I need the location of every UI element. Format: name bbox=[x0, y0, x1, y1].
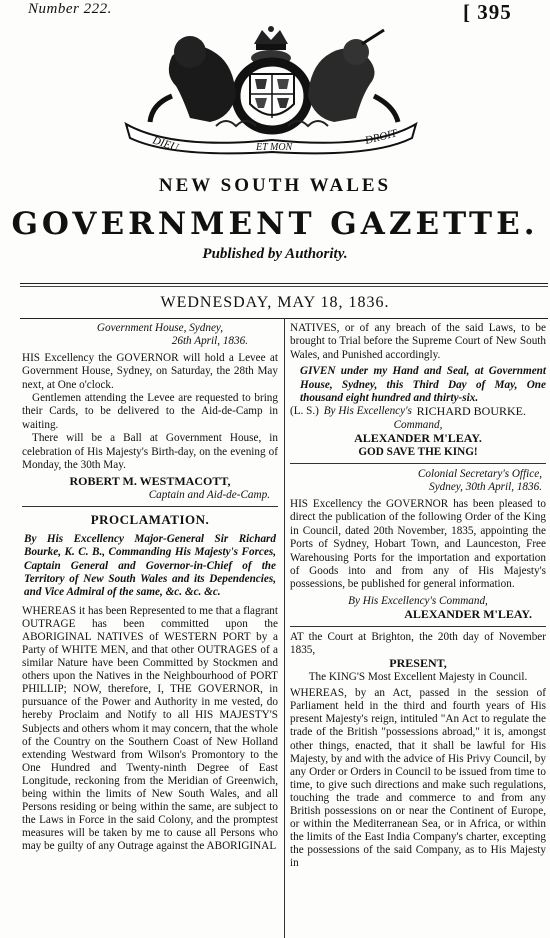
given-under-hand: GIVEN under my Hand and Seal, at Government House, Sydney, this Third Day of May, One thousand eight hundred and thirty-six. bbox=[300, 365, 546, 405]
issue-number: Number 222. bbox=[28, 1, 112, 17]
proclamation-by: By His Excellency Major-General Sir Richard Bourke, K. C. B., Commanding His Majesty's Forces, Captain General and Governor-in-Chief of the Territory of New South Wales and its Dependencies, and Vice Admiral of the same, &c. &c. &c. bbox=[24, 532, 276, 599]
governor-signature: RICHARD BOURKE. bbox=[416, 404, 526, 419]
masthead-rule bbox=[20, 283, 548, 284]
notice-paragraph-3: There will be a Ball at Government House, in celebration of His Majesty's Birth-day, on the evening of Monday, the 30th May. bbox=[22, 432, 278, 472]
secretary-signature: ALEXANDER M'LEAY. bbox=[354, 431, 482, 446]
proclamation-heading: PROCLAMATION. bbox=[90, 512, 210, 528]
notice2-date: Sydney, 30th April, 1836. bbox=[429, 481, 542, 494]
notice-paragraph-1: HIS Excellency the GOVERNOR will hold a Levee at Government House, Sydney, on Saturday, the 28th May next, at One o'clock. bbox=[22, 351, 278, 391]
right-column bbox=[290, 322, 546, 870]
god-save-the-king: GOD SAVE THE KING! bbox=[358, 445, 478, 458]
notice-place: Government House, Sydney, bbox=[96, 322, 224, 334]
proclamation bbox=[22, 513, 278, 853]
issue-date: WEDNESDAY, MAY 18, 1836. bbox=[160, 294, 390, 311]
section-rule bbox=[290, 626, 546, 627]
proclamation-continued: NATIVES, or of any breach of the said Laws, to be brought to Trial before the Supreme Court of New South Wales, and Punished accordingly. bbox=[290, 322, 546, 361]
by-command: By His Excellency's Command, bbox=[323, 405, 443, 431]
proclamation-body: WHEREAS it has been Represented to me that a flagrant OUTRAGE has been committed upon the ABORIGINAL NATIVES of WESTERN PORT by a Party of WHITE MEN, and that other OUTRAGES of a similar Nature have been Committed by Stockmen and others upon the Natives in the Neighbourhood of PORT PHILLIP; NOW, therefore, I, THE GOVERNOR, in pursuance of the Power and Authority in me vested, do hereby Proclaim and Notify to all HIS MAJESTY'S Subjects and others whom it may concern, that the whole of the Country on the Southern Coast of New Holland extending Westward from Wilson's Promontory to the One Hundred and Twenty-ninth Degree of East Longitude, reckoning from the Meridian of Greenwich, being within the limits of New South Wales, and all Persons residing or being within the same, are subject to the Laws in Force in the said Colony, and the promptest measures will be taken by me to cause all Persons who may be guilty of any Outrage against the ABORIGINAL bbox=[22, 604, 279, 853]
masthead-rule-thin bbox=[20, 286, 548, 287]
notice-signature-title: Captain and Aid-de-Camp. bbox=[148, 488, 270, 501]
svg-text:ET MON: ET MON bbox=[256, 142, 293, 153]
order-in-council bbox=[290, 631, 546, 871]
notice-date: 26th April, 1836. bbox=[171, 335, 248, 348]
left-column bbox=[22, 322, 278, 854]
column-divider bbox=[284, 318, 285, 938]
levee-notice bbox=[22, 322, 278, 502]
royal-coat-of-arms-icon bbox=[112, 26, 430, 154]
page-number: [ 395 bbox=[463, 0, 512, 24]
notice2-body: HIS Excellency the GOVERNOR has been pleased to direct the publication of the following Order of the King in Council, dated 20th November, 1835, appointing the Ports of Sydney, Hobart Town, and Launceston, Free Warehousing Ports for the importation and exportation of Goods into and from any of His Majesty's possessions, be published for general information. bbox=[290, 497, 546, 591]
colonial-secretary-notice bbox=[290, 468, 546, 621]
notice-signature: ROBERT M. WESTMACOTT, bbox=[69, 474, 231, 489]
seal-ls: (L. S.) bbox=[290, 405, 319, 418]
order-body: WHEREAS, by an Act, passed in the session of Parliament held in the third and fourth years of His present Majesty's reign, intituled "An Act to regulate the trade of the British "possessions abroad," it is, amongst other things, enacted, that it shall be lawful for His Majesty, by and with the advice of His Privy Council, by any Order or Orders in Council to be issued from time to time, to give such directions and make such regulations, touching the trade and commerce to and from any British possessions on or near the Continent of Europe, or within the Mediterranean Sea, or in Africa, or within the limits of the East India Company's charter, excepting the possessions of the said Company, as to His Majesty in bbox=[290, 687, 546, 870]
notice2-signature: ALEXANDER M'LEAY. bbox=[404, 607, 532, 622]
svg-text:DROIT: DROIT bbox=[363, 127, 399, 147]
section-rule bbox=[290, 463, 546, 464]
order-court: AT the Court at Brighton, the 20th day of November 1835, bbox=[290, 630, 546, 656]
masthead-subtitle: Published by Authority. bbox=[202, 246, 348, 262]
masthead-line-1: NEW SOUTH WALES bbox=[158, 175, 392, 196]
svg-text:DIEU: DIEU bbox=[151, 134, 180, 154]
section-rule bbox=[22, 506, 278, 507]
notice2-place: Colonial Secretary's Office, bbox=[417, 468, 542, 481]
notice-paragraph-2: Gentlemen attending the Levee are requested to bring their Cards, to be delivered to the Aid-de-Camp in waiting. bbox=[22, 392, 278, 431]
order-present: PRESENT, bbox=[389, 656, 447, 671]
notice2-by-command: By His Excellency's Command, bbox=[348, 594, 488, 607]
masthead-title: GOVERNMENT GAZETTE. bbox=[11, 206, 539, 242]
order-king: The KING'S Most Excellent Majesty in Council. bbox=[308, 670, 528, 683]
